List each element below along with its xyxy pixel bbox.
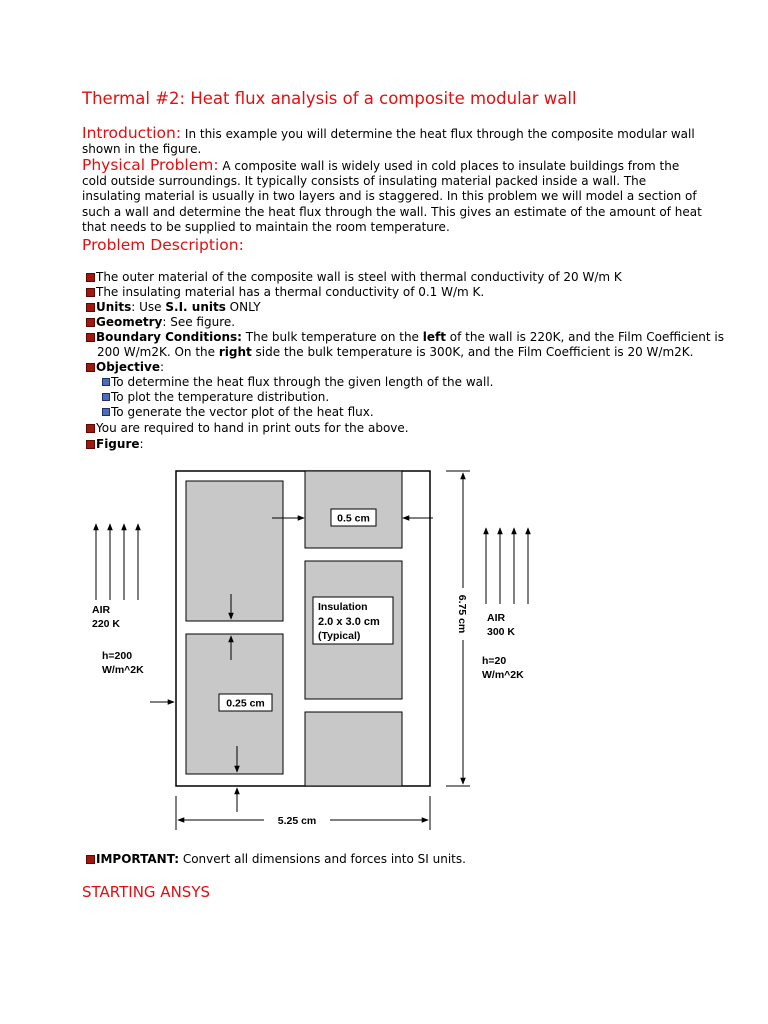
bc-label: Boundary Conditions: bbox=[96, 330, 242, 344]
left-air-temp: 220 K bbox=[92, 618, 121, 630]
figure-colon: : bbox=[139, 437, 144, 451]
insulation-block bbox=[186, 481, 283, 621]
important-note bbox=[86, 852, 466, 866]
right-air-arrows bbox=[486, 528, 528, 604]
important-label: IMPORTANT: bbox=[96, 852, 180, 866]
units-end: ONLY bbox=[225, 300, 261, 314]
bc-text: side the bulk temperature is 300K, and the Film Coefficient is 20 W/m2K. bbox=[251, 345, 694, 359]
objective-label: Objective bbox=[96, 360, 160, 374]
bullet-icon bbox=[86, 855, 95, 864]
sub-list-item-text: To determine the heat flux through the given length of the wall. bbox=[111, 375, 494, 389]
units-text: : Use bbox=[131, 300, 166, 314]
dim-height-label: 6.75 cm bbox=[456, 594, 468, 634]
right-air-label: AIR bbox=[487, 612, 506, 624]
sub-list-item-text: To generate the vector plot of the heat flux. bbox=[111, 405, 374, 419]
bc-left: left bbox=[422, 330, 446, 344]
list-item-text: The outer material of the composite wall is steel with thermal conductivity of 20 W/m K bbox=[96, 270, 622, 284]
page-title: Thermal #2: Heat flux analysis of a composite modular wall bbox=[82, 89, 577, 108]
units-label: Units bbox=[96, 300, 132, 314]
geometry-text: : See figure. bbox=[162, 315, 236, 329]
important-text: Convert all dimensions and forces into SI units. bbox=[179, 852, 466, 866]
starting-ansys-heading: STARTING ANSYS bbox=[82, 883, 210, 901]
geometry-label: Geometry bbox=[96, 315, 163, 329]
physical-problem-heading: Physical Problem: bbox=[82, 156, 219, 174]
list-item-text: You are required to hand in print outs for the above. bbox=[96, 421, 409, 435]
right-h-units: W/m^2K bbox=[482, 669, 524, 681]
objective-colon: : bbox=[159, 360, 165, 374]
insulation-label-3: (Typical) bbox=[318, 630, 361, 642]
physical-problem-text: A composite wall is widely used in cold places to insulate buildings from the cold outside surroundings. It typically consists of insulating material packed inside a wall. The insulating material is usually in two layers and is staggered. In this problem we will model a section of such a wall and determine the heat flux through the wall. This gives an estimate of the amount of heat that needs to be supplied to maintain the room temperature. bbox=[82, 159, 702, 234]
left-air-arrows bbox=[96, 524, 138, 600]
insulation-label-1: Insulation bbox=[318, 601, 368, 613]
dim-top-label: 0.5 cm bbox=[337, 512, 370, 525]
problem-description-heading: Problem Description: bbox=[82, 236, 244, 254]
insulation-block bbox=[305, 712, 402, 786]
left-h-label: h=200 bbox=[102, 650, 133, 662]
bc-right: right bbox=[218, 345, 252, 359]
sub-list-item-text: To plot the temperature distribution. bbox=[111, 390, 330, 404]
dim-width-label: 5.25 cm bbox=[277, 815, 317, 827]
bc-text: 200 W/m2K. On the bbox=[97, 345, 219, 359]
bc-text: of the wall is 220K, and the Film Coefficient is bbox=[445, 330, 724, 344]
left-h-units: W/m^2K bbox=[102, 664, 144, 676]
dim-gap-label: 0.25 cm bbox=[226, 697, 265, 710]
insulation-label-2: 2.0 x 3.0 cm bbox=[318, 616, 380, 628]
units-bold: S.I. units bbox=[165, 300, 226, 314]
right-h-label: h=20 bbox=[482, 655, 507, 667]
introduction-heading: Introduction: bbox=[82, 124, 182, 142]
list-item-text: The insulating material has a thermal conductivity of 0.1 W/m K. bbox=[96, 285, 485, 299]
right-air-temp: 300 K bbox=[487, 626, 516, 638]
figure-label: Figure bbox=[96, 437, 140, 451]
bc-text: The bulk temperature on the bbox=[241, 330, 423, 344]
introduction-text: In this example you will determine the heat flux through the composite modular wall shown in the figure. bbox=[82, 127, 695, 157]
left-air-label: AIR bbox=[92, 604, 111, 616]
